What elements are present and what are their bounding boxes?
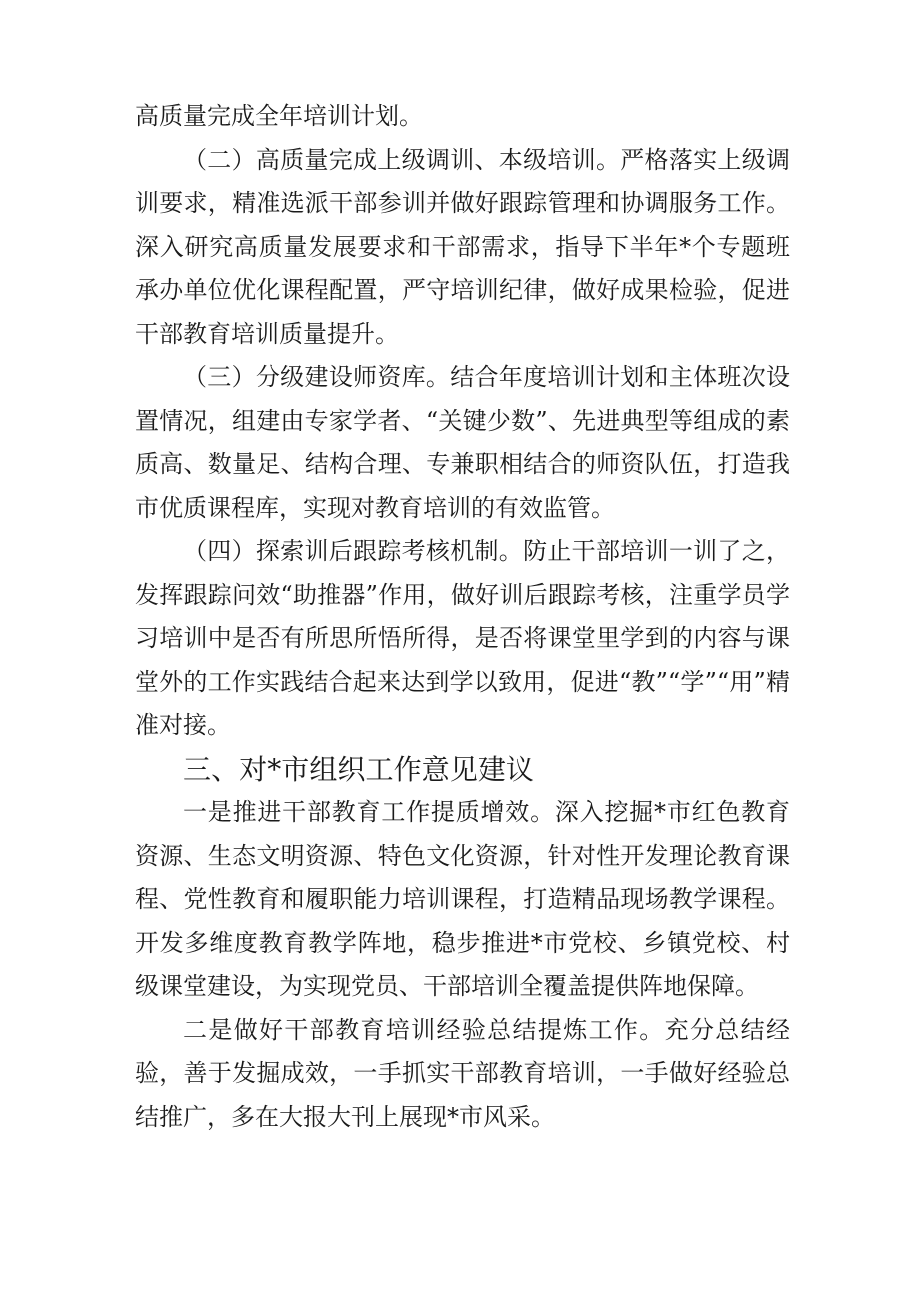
- suggestion-paragraph-1: 一是推进干部教育工作提质增效。深入挖掘*市红色教育资源、生态文明资源、特色文化资源，针对性开发理论教育课程、党性教育和履职能力培训课程，打造精品现场教学课程。开发多维度教育教学阵地，稳步推进*市党校、乡镇党校、村级课堂建设，为实现党员、干部培训全覆盖提供阵地保障。: [135, 798, 790, 1000]
- paragraph-item-4: （四）探索训后跟踪考核机制。防止干部培训一训了之，发挥跟踪问效“助推器”作用，做好训后跟踪考核，注重学员学习培训中是否有所思所悟所得，是否将课堂里学到的内容与课堂外的工作实践结合起来达到学以致用，促进“教”“学”“用”精准对接。: [135, 537, 790, 739]
- paragraph-continuation: 高质量完成全年培训计划。: [135, 102, 423, 130]
- section-heading: 三、对*市组织工作意见建议: [183, 752, 534, 786]
- paragraph-item-2: （二）高质量完成上级调训、本级培训。严格落实上级调训要求，精准选派干部参训并做好跟踪管理和协调服务工作。深入研究高质量发展要求和干部需求，指导下半年*个专题班承办单位优化课程配置，严守培训纪律，做好成果检验，促进干部教育培训质量提升。: [135, 145, 790, 348]
- document-page: [135, 95, 790, 1139]
- suggestion-paragraph-2: 二是做好干部教育培训经验总结提炼工作。充分总结经验，善于发掘成效，一手抓实干部教育培训，一手做好经验总结推广，多在大报大刊上展现*市风采。: [135, 1015, 790, 1131]
- paragraph-item-3: （三）分级建设师资库。结合年度培训计划和主体班次设置情况，组建由专家学者、“关键少数”、先进典型等组成的素质高、数量足、结构合理、专兼职相结合的师资队伍，打造我市优质课程库，实现对教育培训的有效监管。: [135, 363, 790, 522]
